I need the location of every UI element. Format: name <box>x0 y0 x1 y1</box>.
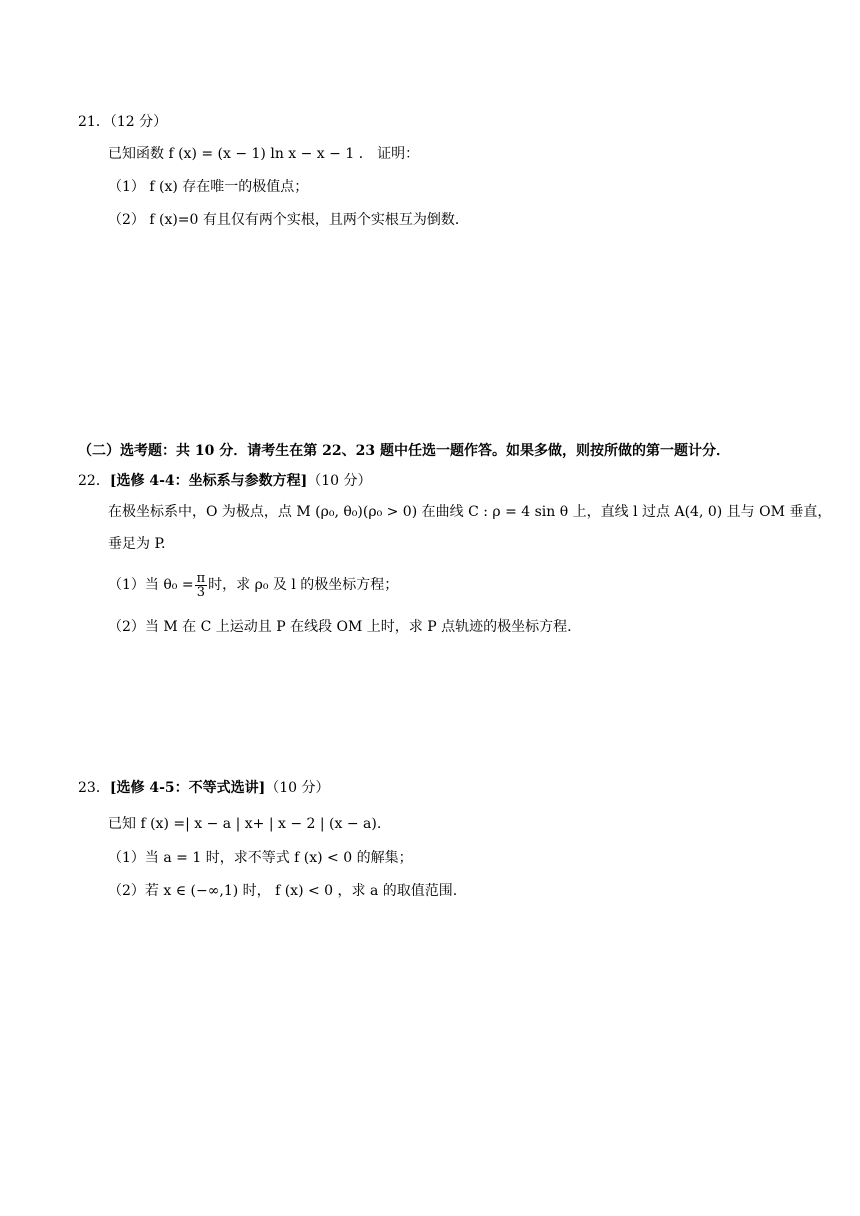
q22-part1-prefix: （1）当 θ₀ = <box>108 577 194 593</box>
q23-stem: 已知 f (x) =| x − a | x+ | x − 2 | (x − a). <box>108 816 382 832</box>
q22-stem-line1: 在极坐标系中，O 为极点，点 M (ρ₀, θ₀)(ρ₀ > 0) 在曲线 C : ρ = 4 sin θ 上，直线 l 过点 A(4, 0) 且与 OM 垂直， <box>108 504 832 520</box>
q23-part2: （2）若 x ∈ (−∞,1) 时， f (x) < 0 ，求 a 的取值范围. <box>108 883 458 899</box>
q21-stem: 已知函数 f (x) = (x − 1) ln x − x − 1 ． 证明： <box>108 146 420 162</box>
q23-number: 23． <box>78 780 110 796</box>
q21-part1: （1） f (x) 存在唯一的极值点； <box>108 179 309 195</box>
q22-number: 22． <box>78 473 110 489</box>
q22-score: （10 分） <box>307 473 372 489</box>
q22-stem-line2: 垂足为 P. <box>108 536 166 552</box>
q22-part1-suffix: 时，求 ρ₀ 及 l 的极坐标方程； <box>208 577 399 593</box>
q23-score: （10 分） <box>265 780 330 796</box>
section2-heading: （二）选考题：共 10 分．请考生在第 22、23 题中任选一题作答。如果多做，则按所做的第一题计分． <box>78 443 730 459</box>
fraction-numerator: π <box>196 570 206 586</box>
q22-part2: （2）当 M 在 C 上运动且 P 在线段 OM 上时，求 P 点轨迹的极坐标方程. <box>108 619 572 635</box>
pi-over-3-fraction <box>195 572 208 599</box>
q21-part2: （2） f (x)=0 有且仅有两个实根，且两个实根互为倒数． <box>108 212 469 228</box>
q23-part1: （1）当 a = 1 时，求不等式 f (x) < 0 的解集； <box>108 850 413 866</box>
q23-heading <box>78 779 330 797</box>
q22-heading <box>78 472 372 490</box>
q23-title: [选修 4-5：不等式选讲] <box>109 780 266 796</box>
fraction-denominator: 3 <box>196 584 205 600</box>
q21-heading: 21．（12 分） <box>78 114 168 130</box>
q22-title: [选修 4-4：坐标系与参数方程] <box>109 473 308 489</box>
q22-part1 <box>108 568 398 602</box>
